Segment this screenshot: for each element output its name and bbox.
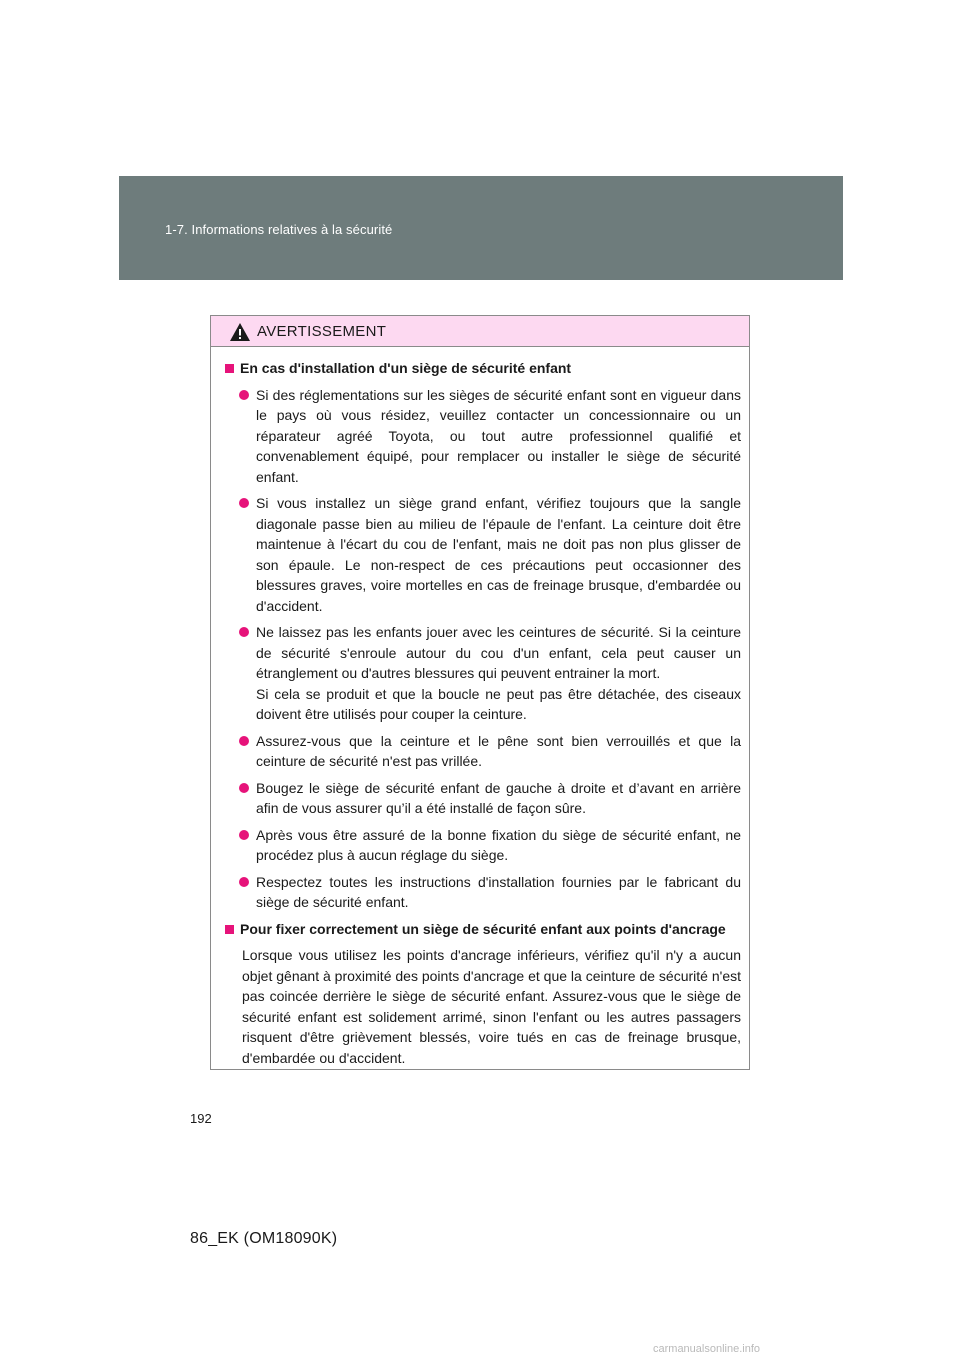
list-item-text: Si des réglementations sur les sièges de sécurité enfant sont en vigueur dans le pays où vous résidez, veuillez contacter un concessionnaire ou un réparateur agréé Toyota, ou tout autre professionnel qualifié et convenablement équipé, pour remplacer ou installer le siège de sécurité enfant. xyxy=(256,386,741,485)
section-heading-text: En cas d'installation d'un siège de sécurité enfant xyxy=(240,360,572,376)
chapter-header-band xyxy=(119,176,843,280)
list-item xyxy=(225,622,741,725)
dot-bullet-icon xyxy=(239,783,249,793)
dot-bullet-icon xyxy=(239,390,249,400)
dot-bullet-icon xyxy=(239,877,249,887)
list-item xyxy=(225,731,741,772)
page-number: 192 xyxy=(190,1111,212,1126)
section-heading xyxy=(225,919,741,940)
section-heading xyxy=(225,358,741,379)
list-item xyxy=(225,493,741,616)
square-bullet-icon xyxy=(225,925,234,934)
list-item-text: Si vous installez un siège grand enfant, vérifiez toujours que la sangle diagonale passe bien au milieu de l'épaule de l'enfant. La ceinture doit être maintenue à l'écart du cou de l'enfant, mais ne doit pas non plus glisser de son épaule. Le non-respect de ces précautions peut occasionner des blessures graves, voire mortelles en cas de freinage brusque, d'embardée ou d'accident. xyxy=(256,495,741,614)
list-item xyxy=(225,385,741,488)
list-item-text: Après vous être assuré de la bonne fixation du siège de sécurité enfant, ne procédez plus à aucun réglage du siège. xyxy=(256,826,741,863)
list-item xyxy=(225,872,741,913)
dot-bullet-icon xyxy=(239,627,249,637)
warning-header xyxy=(211,316,749,347)
dot-bullet-icon xyxy=(239,830,249,840)
anchor-paragraph: Lorsque vous utilisez les points d'ancrage inférieurs, vérifiez qu'il n'y a aucun objet gênant à proximité des points d'ancrage et que la ceinture de sécurité n'est pas coincée derrière le siège de sécurité enfant. Assurez-vous que le siège de sécurité enfant est solidement arrimé, sinon l'enfant ou les autres passagers risquent d'être grièvement blessés, voire tués en cas de freinage brusque, d'embardée ou d'accident. xyxy=(242,947,741,1066)
dot-bullet-icon xyxy=(239,498,249,508)
list-item xyxy=(225,778,741,819)
dot-bullet-icon xyxy=(239,736,249,746)
list-item-text: Bougez le siège de sécurité enfant de gauche à droite et d’avant en arrière afin de vous assurer qu’il a été installé de façon sûre. xyxy=(256,779,741,816)
warning-box xyxy=(210,315,750,1070)
watermark: carmanualsonline.info xyxy=(653,1343,761,1355)
square-bullet-icon xyxy=(225,364,234,373)
list-item-text: Respectez toutes les instructions d'installation fournies par le fabricant du siège de sécurité enfant. xyxy=(256,873,741,910)
document-code: 86_EK (OM18090K) xyxy=(190,1230,338,1247)
list-item-text: Ne laissez pas les enfants jouer avec les ceintures de sécurité. Si la ceinture de sécurité s'enroule autour du cou d'un enfant, cela peut causer un étranglement ou d'autres blessures qui peuvent entrainer la mort. Si cela se produit et que la boucle ne peut pas être détachée, des ciseaux doivent être utilisés pour couper la ceinture. xyxy=(256,624,741,722)
list-item-text: Assurez-vous que la ceinture et le pêne sont bien verrouillés et que la ceinture de sécurité n'est pas vrillée. xyxy=(256,732,741,769)
warning-body xyxy=(211,347,749,1068)
section-heading-text: Pour fixer correctement un siège de sécurité enfant aux points d'ancrage xyxy=(240,920,726,937)
section-title: 1-7. Informations relatives à la sécurité xyxy=(165,222,393,237)
warning-title: AVERTISSEMENT xyxy=(257,323,387,340)
warning-triangle-icon xyxy=(229,322,251,342)
list-item xyxy=(225,825,741,866)
